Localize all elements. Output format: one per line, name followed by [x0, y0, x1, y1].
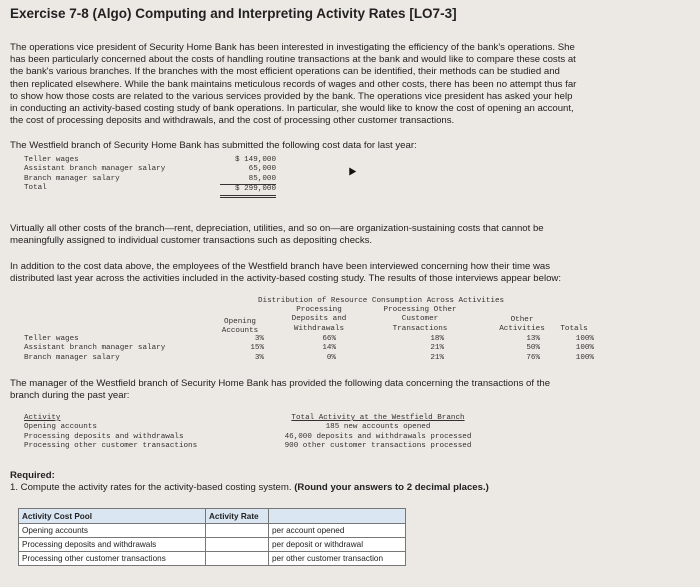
table-cell: 21%	[430, 353, 444, 362]
required-text: 1. Compute the activity rates for the activity-based costing system.	[10, 482, 292, 493]
cost-label: Teller wages	[24, 156, 79, 164]
unit-label: per other customer transaction	[269, 552, 406, 566]
virtually-line: Virtually all other costs of the branch—rent, depreciation, utilities, and so on—are organization-sustaining costs that cannot be	[10, 223, 544, 234]
header-totals: Totals	[560, 325, 588, 333]
intro-line: in conducting an activity-based costing study of bank operations. In particular, she would like to know the cost of opening an account,	[10, 103, 574, 115]
interviews-line: In addition to the cost data above, the employees of the Westfield branch have been interviewed concerning how their time was	[10, 261, 551, 272]
col-other-activities	[496, 335, 540, 363]
header-line: Withdrawals	[293, 324, 345, 333]
unit-label: per deposit or withdrawal	[269, 538, 406, 552]
required-heading: Required:	[10, 470, 55, 481]
activity-rate-input-other-transactions[interactable]	[206, 552, 269, 566]
header-line: Activities	[499, 325, 545, 334]
cost-value: 85,000	[248, 174, 276, 183]
required-item	[10, 482, 489, 494]
header-line: Customer	[401, 315, 439, 324]
activity-name: Opening accounts	[24, 423, 97, 432]
manager-line: The manager of the Westfield branch of Security Home Bank has provided the following data concerning the transactions of the	[10, 378, 551, 389]
header-activity-cost-pool: Activity Cost Pool	[19, 509, 206, 524]
distribution-row-labels	[24, 335, 165, 363]
table-cell: 3%	[254, 353, 264, 362]
col-processing-other	[400, 335, 444, 363]
table-cell: 21%	[430, 344, 444, 353]
header-line: Opening	[224, 318, 256, 326]
activity-total: 185 new accounts opened	[325, 423, 431, 432]
intro-line: The operations vice president of Security Home Bank has been interested in investigating the efficiency of the bank's operations. She	[10, 42, 575, 53]
activity-rate-table	[18, 508, 406, 566]
table-cell: 100%	[575, 344, 594, 353]
col-opening-accounts	[220, 335, 264, 363]
pool-name: Processing other customer transactions	[19, 552, 206, 566]
activity-totals-header: Total Activity at the Westfield Branch	[291, 414, 465, 422]
manager-line: branch during the past year:	[10, 390, 130, 402]
header-opening-accounts	[214, 318, 266, 337]
distribution-title: Distribution of Resource Consumption Across Activities	[258, 297, 505, 305]
col-processing-deposits	[296, 335, 336, 363]
table-cell: 13%	[526, 335, 540, 343]
header-line: Processing Other	[383, 306, 457, 314]
cost-label: Total	[24, 184, 47, 193]
table-cell: 100%	[575, 335, 594, 343]
pool-name: Opening accounts	[19, 524, 206, 538]
required-rounding-note: (Round your answers to 2 decimal places.)	[294, 482, 489, 493]
distribution-row-label: Branch manager salary	[24, 353, 120, 362]
table-row	[19, 538, 406, 552]
intro-paragraph	[10, 42, 690, 127]
table-header-row	[19, 509, 406, 524]
header-other-activities	[494, 316, 550, 335]
header-processing-deposits	[282, 306, 356, 334]
pool-name: Processing deposits and withdrawals	[19, 538, 206, 552]
col-totals	[552, 335, 594, 363]
manager-paragraph	[10, 378, 690, 402]
cost-data-labels	[24, 156, 165, 194]
table-row	[19, 552, 406, 566]
activity-list	[24, 414, 197, 452]
header-line: Deposits and	[291, 315, 347, 324]
activity-rate-input-opening-accounts[interactable]	[206, 524, 269, 538]
activity-name: Processing other customer transactions	[24, 442, 198, 451]
header-unit-blank	[269, 509, 406, 524]
table-cell: 18%	[430, 335, 444, 343]
unit-label: per account opened	[269, 524, 406, 538]
cost-value: 65,000	[248, 165, 276, 174]
distribution-row-label: Teller wages	[24, 335, 79, 343]
table-cell: 14%	[322, 344, 336, 353]
intro-line: the bank's various branches. If the branches with the most efficient operations can be identified, their methods can be studied and	[10, 66, 560, 78]
activity-name: Processing deposits and withdrawals	[24, 432, 184, 441]
table-cell: 50%	[526, 344, 540, 353]
header-line: Processing	[296, 306, 342, 314]
intro-line: to show how those costs are related to the various services provided by the bank. The operations vice president has asked your help	[10, 90, 573, 102]
cost-total-value: $ 299,000	[220, 184, 276, 197]
activity-total: 900 other customer transactions processed	[284, 442, 472, 451]
intro-line: has been particularly concerned about the costs of handling routine transactions at the bank and would like to compare these costs at	[10, 54, 576, 66]
activity-rate-input-deposits-withdrawals[interactable]	[206, 538, 269, 552]
table-cell: 100%	[575, 353, 594, 362]
activity-total: 46,000 deposits and withdrawals processed	[284, 432, 472, 441]
virtually-paragraph	[10, 223, 690, 247]
header-activity-rate: Activity Rate	[206, 509, 269, 524]
table-cell: 66%	[322, 335, 336, 343]
header-line: Transactions	[392, 324, 448, 333]
header-line: Accounts	[221, 327, 259, 336]
page-title: Exercise 7-8 (Algo) Computing and Interpreting Activity Rates [LO7-3]	[10, 6, 457, 21]
mouse-cursor-icon	[346, 165, 356, 175]
virtually-line: meaningfully assigned to individual customer transactions such as depositing checks.	[10, 235, 373, 247]
table-cell: 0%	[326, 353, 336, 362]
table-row	[19, 524, 406, 538]
table-cell: 15%	[250, 344, 264, 353]
intro-line: then replicated elsewhere. While the bank maintains meticulous records of wages and other costs, there has been no attempt thus far	[10, 78, 577, 90]
cost-label: Branch manager salary	[24, 174, 120, 183]
table-cell: 76%	[526, 353, 540, 362]
cost-intro: The Westfield branch of Security Home Bank has submitted the following cost data for last year:	[10, 140, 417, 151]
interviews-line: distributed last year across the activities included in the activity-based costing study. The results of those interviews appear below:	[10, 273, 562, 285]
header-processing-other	[374, 306, 466, 334]
table-cell: 3%	[254, 335, 264, 343]
cost-label: Assistant branch manager salary	[24, 165, 166, 174]
interviews-paragraph	[10, 261, 690, 285]
cost-value: $ 149,000	[234, 156, 276, 164]
cost-data-values	[220, 156, 276, 198]
header-line: Other	[510, 316, 534, 324]
activity-header: Activity	[24, 414, 61, 422]
activity-totals	[258, 414, 498, 452]
distribution-row-label: Assistant branch manager salary	[24, 344, 166, 353]
intro-line: the cost of processing deposits and withdrawals, and the cost of processing other customer transactions.	[10, 115, 455, 127]
